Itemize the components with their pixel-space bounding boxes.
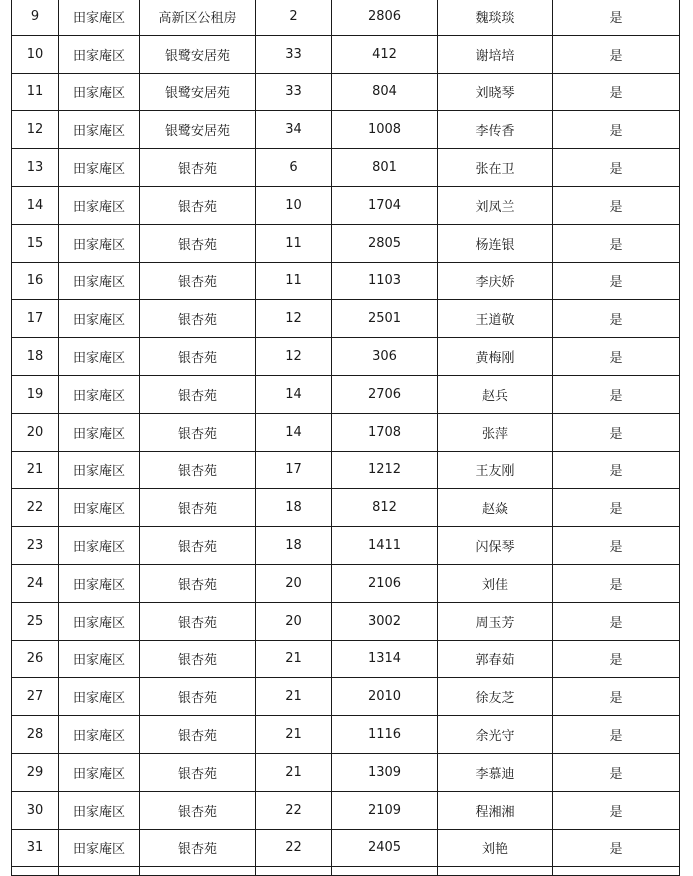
row-number-cell: 27 bbox=[12, 678, 59, 716]
building-cell: 22 bbox=[256, 791, 332, 829]
community-cell: 银鹭安居苑 bbox=[140, 73, 256, 111]
building-cell: 12 bbox=[256, 300, 332, 338]
community-cell: 高新区公租房 bbox=[140, 0, 256, 35]
row-number-cell: 9 bbox=[12, 0, 59, 35]
row-number-cell: 15 bbox=[12, 224, 59, 262]
building-cell: 11 bbox=[256, 224, 332, 262]
name-cell: 刘凤兰 bbox=[438, 186, 553, 224]
community-cell: 银杏苑 bbox=[140, 186, 256, 224]
community-cell: 银杏苑 bbox=[140, 338, 256, 376]
empty-cell bbox=[553, 867, 680, 876]
housing-allocation-table bbox=[11, 0, 680, 876]
status-cell: 是 bbox=[553, 73, 680, 111]
table-row bbox=[12, 262, 680, 300]
room-cell: 1212 bbox=[332, 451, 438, 489]
room-cell: 1314 bbox=[332, 640, 438, 678]
name-cell: 谢培培 bbox=[438, 35, 553, 73]
status-cell: 是 bbox=[553, 451, 680, 489]
name-cell: 王友刚 bbox=[438, 451, 553, 489]
building-cell: 22 bbox=[256, 829, 332, 867]
district-cell: 田家庵区 bbox=[59, 186, 140, 224]
building-cell: 21 bbox=[256, 753, 332, 791]
room-cell: 2806 bbox=[332, 0, 438, 35]
name-cell: 赵兵 bbox=[438, 375, 553, 413]
room-cell: 412 bbox=[332, 35, 438, 73]
building-cell: 2 bbox=[256, 0, 332, 35]
status-cell: 是 bbox=[553, 186, 680, 224]
name-cell: 赵焱 bbox=[438, 489, 553, 527]
name-cell: 张在卫 bbox=[438, 149, 553, 187]
status-cell: 是 bbox=[553, 224, 680, 262]
room-cell: 801 bbox=[332, 149, 438, 187]
status-cell: 是 bbox=[553, 602, 680, 640]
building-cell: 17 bbox=[256, 451, 332, 489]
name-cell: 周玉芳 bbox=[438, 602, 553, 640]
table-body bbox=[12, 0, 680, 876]
name-cell: 闪保琴 bbox=[438, 527, 553, 565]
table-row bbox=[12, 640, 680, 678]
table-row bbox=[12, 0, 680, 35]
building-cell: 21 bbox=[256, 678, 332, 716]
empty-cell bbox=[256, 867, 332, 876]
district-cell: 田家庵区 bbox=[59, 300, 140, 338]
status-cell: 是 bbox=[553, 640, 680, 678]
community-cell: 银杏苑 bbox=[140, 375, 256, 413]
building-cell: 21 bbox=[256, 716, 332, 754]
building-cell: 21 bbox=[256, 640, 332, 678]
table-row bbox=[12, 678, 680, 716]
community-cell: 银杏苑 bbox=[140, 413, 256, 451]
name-cell: 刘佳 bbox=[438, 564, 553, 602]
row-number-cell: 20 bbox=[12, 413, 59, 451]
room-cell: 1704 bbox=[332, 186, 438, 224]
district-cell: 田家庵区 bbox=[59, 224, 140, 262]
status-cell: 是 bbox=[553, 716, 680, 754]
name-cell: 李庆娇 bbox=[438, 262, 553, 300]
community-cell: 银杏苑 bbox=[140, 149, 256, 187]
building-cell: 18 bbox=[256, 489, 332, 527]
district-cell: 田家庵区 bbox=[59, 262, 140, 300]
room-cell: 2805 bbox=[332, 224, 438, 262]
status-cell: 是 bbox=[553, 262, 680, 300]
district-cell: 田家庵区 bbox=[59, 35, 140, 73]
building-cell: 20 bbox=[256, 602, 332, 640]
table-row bbox=[12, 149, 680, 187]
community-cell: 银鹭安居苑 bbox=[140, 111, 256, 149]
district-cell: 田家庵区 bbox=[59, 564, 140, 602]
table-row bbox=[12, 753, 680, 791]
table-row-partial bbox=[12, 867, 680, 876]
table-row bbox=[12, 300, 680, 338]
row-number-cell: 21 bbox=[12, 451, 59, 489]
room-cell: 1309 bbox=[332, 753, 438, 791]
status-cell: 是 bbox=[553, 791, 680, 829]
community-cell: 银杏苑 bbox=[140, 602, 256, 640]
district-cell: 田家庵区 bbox=[59, 149, 140, 187]
empty-cell bbox=[332, 867, 438, 876]
table-row bbox=[12, 35, 680, 73]
room-cell: 1708 bbox=[332, 413, 438, 451]
name-cell: 李传香 bbox=[438, 111, 553, 149]
community-cell: 银杏苑 bbox=[140, 527, 256, 565]
empty-cell bbox=[59, 867, 140, 876]
row-number-cell: 17 bbox=[12, 300, 59, 338]
status-cell: 是 bbox=[553, 413, 680, 451]
room-cell: 1103 bbox=[332, 262, 438, 300]
community-cell: 银杏苑 bbox=[140, 262, 256, 300]
room-cell: 2501 bbox=[332, 300, 438, 338]
room-cell: 2010 bbox=[332, 678, 438, 716]
building-cell: 11 bbox=[256, 262, 332, 300]
building-cell: 18 bbox=[256, 527, 332, 565]
row-number-cell: 22 bbox=[12, 489, 59, 527]
room-cell: 3002 bbox=[332, 602, 438, 640]
community-cell: 银杏苑 bbox=[140, 640, 256, 678]
row-number-cell: 23 bbox=[12, 527, 59, 565]
status-cell: 是 bbox=[553, 300, 680, 338]
status-cell: 是 bbox=[553, 149, 680, 187]
community-cell: 银杏苑 bbox=[140, 791, 256, 829]
table-row bbox=[12, 791, 680, 829]
district-cell: 田家庵区 bbox=[59, 602, 140, 640]
name-cell: 魏琰琰 bbox=[438, 0, 553, 35]
name-cell: 刘晓琴 bbox=[438, 73, 553, 111]
table-row bbox=[12, 375, 680, 413]
community-cell: 银杏苑 bbox=[140, 753, 256, 791]
status-cell: 是 bbox=[553, 35, 680, 73]
row-number-cell: 12 bbox=[12, 111, 59, 149]
row-number-cell: 29 bbox=[12, 753, 59, 791]
community-cell: 银杏苑 bbox=[140, 716, 256, 754]
row-number-cell: 16 bbox=[12, 262, 59, 300]
row-number-cell: 30 bbox=[12, 791, 59, 829]
room-cell: 1411 bbox=[332, 527, 438, 565]
status-cell: 是 bbox=[553, 375, 680, 413]
district-cell: 田家庵区 bbox=[59, 678, 140, 716]
table-row bbox=[12, 829, 680, 867]
room-cell: 2109 bbox=[332, 791, 438, 829]
building-cell: 14 bbox=[256, 413, 332, 451]
empty-cell bbox=[140, 867, 256, 876]
table-row bbox=[12, 186, 680, 224]
district-cell: 田家庵区 bbox=[59, 489, 140, 527]
status-cell: 是 bbox=[553, 111, 680, 149]
name-cell: 余光守 bbox=[438, 716, 553, 754]
row-number-cell: 14 bbox=[12, 186, 59, 224]
building-cell: 12 bbox=[256, 338, 332, 376]
district-cell: 田家庵区 bbox=[59, 0, 140, 35]
room-cell: 2106 bbox=[332, 564, 438, 602]
name-cell: 杨连银 bbox=[438, 224, 553, 262]
district-cell: 田家庵区 bbox=[59, 829, 140, 867]
name-cell: 王道敬 bbox=[438, 300, 553, 338]
name-cell: 程湘湘 bbox=[438, 791, 553, 829]
room-cell: 306 bbox=[332, 338, 438, 376]
district-cell: 田家庵区 bbox=[59, 413, 140, 451]
district-cell: 田家庵区 bbox=[59, 451, 140, 489]
status-cell: 是 bbox=[553, 338, 680, 376]
community-cell: 银杏苑 bbox=[140, 829, 256, 867]
status-cell: 是 bbox=[553, 678, 680, 716]
row-number-cell: 18 bbox=[12, 338, 59, 376]
table-row bbox=[12, 716, 680, 754]
district-cell: 田家庵区 bbox=[59, 716, 140, 754]
community-cell: 银杏苑 bbox=[140, 451, 256, 489]
district-cell: 田家庵区 bbox=[59, 375, 140, 413]
district-cell: 田家庵区 bbox=[59, 527, 140, 565]
empty-cell bbox=[12, 867, 59, 876]
empty-cell bbox=[438, 867, 553, 876]
community-cell: 银鹭安居苑 bbox=[140, 35, 256, 73]
table-row bbox=[12, 564, 680, 602]
building-cell: 14 bbox=[256, 375, 332, 413]
community-cell: 银杏苑 bbox=[140, 678, 256, 716]
name-cell: 李慕迪 bbox=[438, 753, 553, 791]
room-cell: 2405 bbox=[332, 829, 438, 867]
building-cell: 33 bbox=[256, 35, 332, 73]
community-cell: 银杏苑 bbox=[140, 489, 256, 527]
row-number-cell: 25 bbox=[12, 602, 59, 640]
table-row bbox=[12, 527, 680, 565]
room-cell: 1008 bbox=[332, 111, 438, 149]
community-cell: 银杏苑 bbox=[140, 564, 256, 602]
table-row bbox=[12, 489, 680, 527]
district-cell: 田家庵区 bbox=[59, 111, 140, 149]
row-number-cell: 26 bbox=[12, 640, 59, 678]
status-cell: 是 bbox=[553, 829, 680, 867]
district-cell: 田家庵区 bbox=[59, 338, 140, 376]
room-cell: 812 bbox=[332, 489, 438, 527]
building-cell: 10 bbox=[256, 186, 332, 224]
room-cell: 2706 bbox=[332, 375, 438, 413]
table-row bbox=[12, 451, 680, 489]
row-number-cell: 31 bbox=[12, 829, 59, 867]
name-cell: 徐友芝 bbox=[438, 678, 553, 716]
district-cell: 田家庵区 bbox=[59, 753, 140, 791]
status-cell: 是 bbox=[553, 564, 680, 602]
name-cell: 郭春茹 bbox=[438, 640, 553, 678]
table-row bbox=[12, 413, 680, 451]
status-cell: 是 bbox=[553, 753, 680, 791]
room-cell: 1116 bbox=[332, 716, 438, 754]
row-number-cell: 10 bbox=[12, 35, 59, 73]
building-cell: 6 bbox=[256, 149, 332, 187]
community-cell: 银杏苑 bbox=[140, 224, 256, 262]
name-cell: 黄梅刚 bbox=[438, 338, 553, 376]
district-cell: 田家庵区 bbox=[59, 791, 140, 829]
status-cell: 是 bbox=[553, 489, 680, 527]
table-row bbox=[12, 602, 680, 640]
status-cell: 是 bbox=[553, 527, 680, 565]
district-cell: 田家庵区 bbox=[59, 640, 140, 678]
table-row bbox=[12, 73, 680, 111]
row-number-cell: 13 bbox=[12, 149, 59, 187]
row-number-cell: 11 bbox=[12, 73, 59, 111]
building-cell: 34 bbox=[256, 111, 332, 149]
community-cell: 银杏苑 bbox=[140, 300, 256, 338]
table-row bbox=[12, 338, 680, 376]
building-cell: 20 bbox=[256, 564, 332, 602]
table-row bbox=[12, 111, 680, 149]
row-number-cell: 19 bbox=[12, 375, 59, 413]
room-cell: 804 bbox=[332, 73, 438, 111]
table-row bbox=[12, 224, 680, 262]
row-number-cell: 24 bbox=[12, 564, 59, 602]
district-cell: 田家庵区 bbox=[59, 73, 140, 111]
name-cell: 张萍 bbox=[438, 413, 553, 451]
building-cell: 33 bbox=[256, 73, 332, 111]
name-cell: 刘艳 bbox=[438, 829, 553, 867]
status-cell: 是 bbox=[553, 0, 680, 35]
row-number-cell: 28 bbox=[12, 716, 59, 754]
